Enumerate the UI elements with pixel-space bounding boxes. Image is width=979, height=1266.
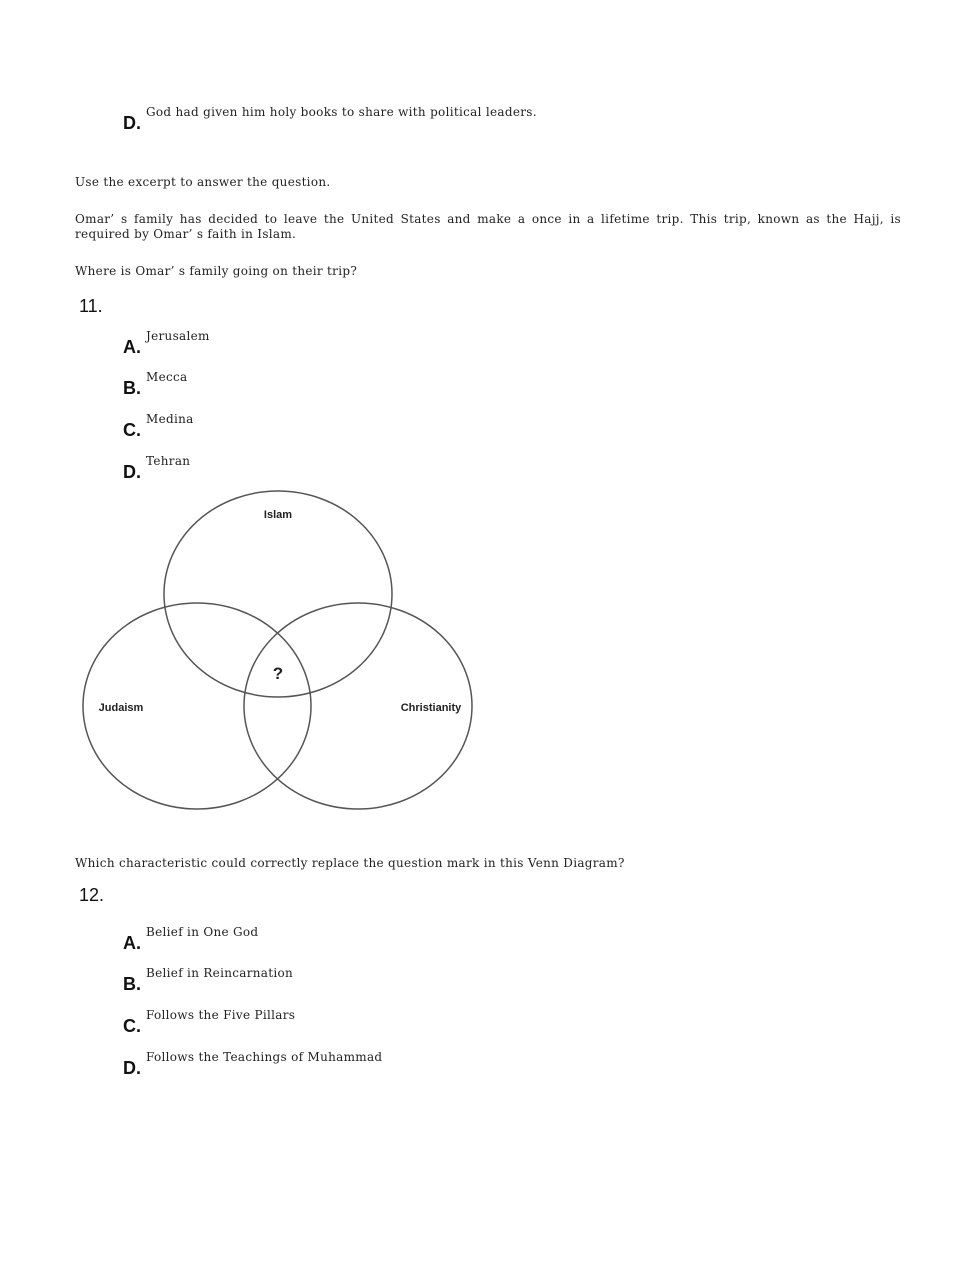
option-letter: D. xyxy=(123,1058,141,1078)
option-text: Belief in One God xyxy=(146,925,259,939)
option-letter: B. xyxy=(123,378,141,398)
question-mark-label: ? xyxy=(272,664,284,683)
venn-diagram xyxy=(75,486,485,816)
option-text: Jerusalem xyxy=(146,329,210,343)
option-text: Tehran xyxy=(146,454,191,468)
option-text: God had given him holy books to share with political leaders. xyxy=(146,105,537,119)
q11-question: Where is Omar’ s family going on their trip? xyxy=(75,264,358,278)
islam-label: Islam xyxy=(263,509,293,521)
option-letter: A. xyxy=(123,337,141,357)
option-text: Mecca xyxy=(146,370,188,384)
option-letter: C. xyxy=(123,420,141,440)
q12-question: Which characteristic could correctly replace the question mark in this Venn Diagram? xyxy=(75,856,625,870)
option-letter: D. xyxy=(123,462,141,482)
option-text: Follows the Teachings of Muhammad xyxy=(146,1050,383,1064)
judaism-label: Judaism xyxy=(98,702,144,714)
option-letter: C. xyxy=(123,1016,141,1036)
christianity-label: Christianity xyxy=(400,702,462,714)
option-text: Follows the Five Pillars xyxy=(146,1008,296,1022)
option-text: Belief in Reincarnation xyxy=(146,966,294,980)
option-letter: B. xyxy=(123,974,141,994)
option-letter: D. xyxy=(123,113,141,133)
q11-excerpt: Omar’ s family has decided to leave the United States and make a once in a lifetime trip. This trip, known as the Hajj, is required by Omar’ s faith in Islam. xyxy=(75,212,901,241)
q12-number: 12. xyxy=(79,885,105,905)
option-letter: A. xyxy=(123,933,141,953)
q11-instruction: Use the excerpt to answer the question. xyxy=(75,175,331,189)
q11-number: 11. xyxy=(79,296,103,316)
option-text: Medina xyxy=(146,412,194,426)
